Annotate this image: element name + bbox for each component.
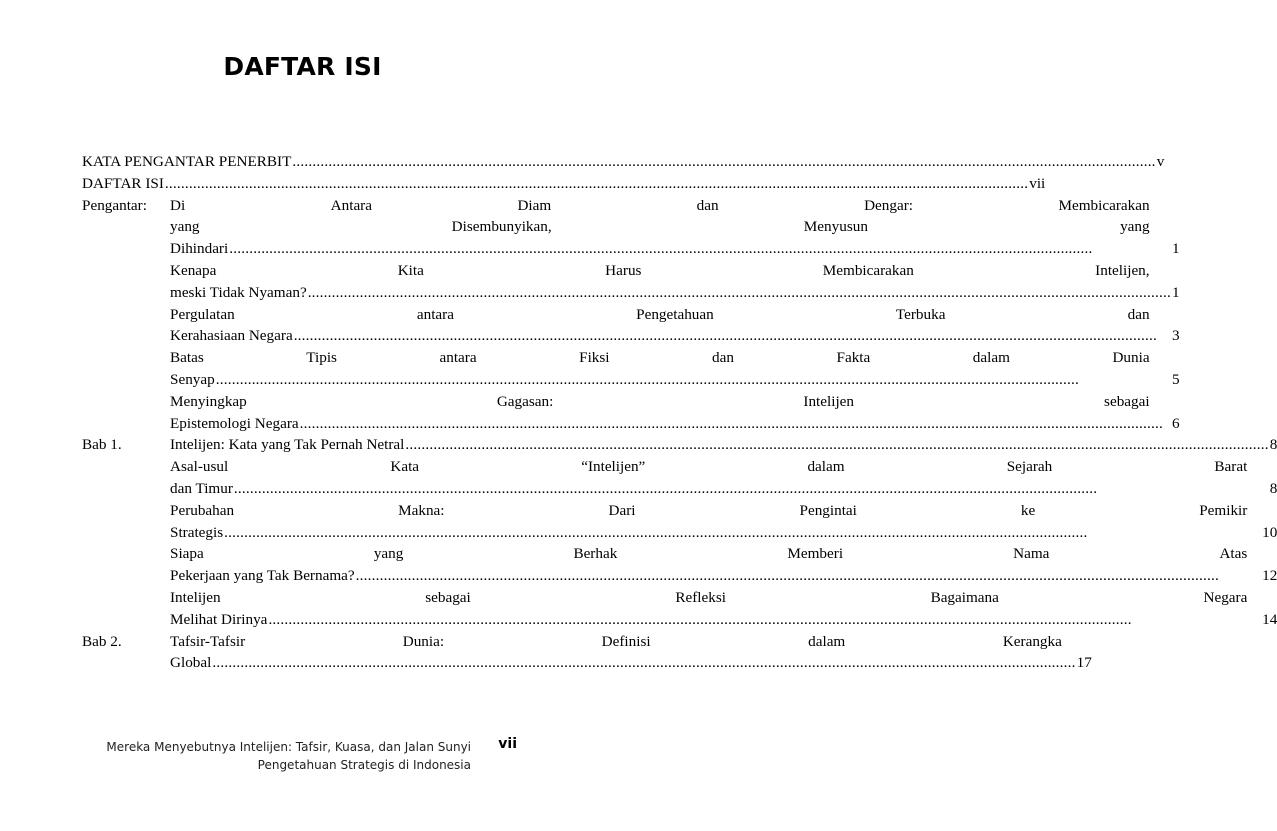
footer-book-title [106,738,471,774]
toc-word: Pengintai [799,501,857,519]
toc-page-number: 8 [1269,436,1277,454]
dot-leader [308,282,1171,304]
footer-page-number: vii [498,736,517,752]
dot-leader [234,478,1269,500]
toc-word: Definisi [601,632,651,650]
toc-word: Memberi [787,545,844,563]
toc-word: Di [170,196,186,214]
toc-word: Pergulatan [170,305,235,323]
toc-entry-line [170,543,1277,565]
toc-word: antara [416,305,454,323]
toc-word: Pemikir [1199,501,1248,519]
toc-entry[interactable] [170,391,1180,435]
toc-entry[interactable] [170,260,1180,304]
toc-word: dalam [807,458,845,476]
toc-word: Intelijen [170,588,221,606]
toc-word: Berhak [573,545,618,563]
toc-word: sebagai [425,588,471,606]
toc-entry-line [170,456,1277,478]
dot-leader [268,609,1261,631]
toc-entry-last-line [170,325,1180,347]
dot-leader [294,325,1171,347]
toc-entry[interactable] [170,587,1277,631]
toc-word: Dengar: [864,196,913,214]
toc-word: yang [170,218,200,236]
toc-word: Kita [397,261,424,279]
toc-word: Tipis [306,349,337,367]
dot-leader [405,434,1268,456]
toc-entry[interactable] [170,434,1277,456]
toc-word: Fiksi [579,349,610,367]
toc-word: Perubahan [170,501,235,519]
toc-word: dalam [972,349,1010,367]
dot-leader [216,369,1171,391]
toc-entry-last-line [170,609,1277,631]
toc-entry-last-line [170,652,1092,674]
toc-word: Refleksi [675,588,726,606]
toc-section-items [170,195,1180,435]
toc-entry[interactable] [170,631,1092,675]
toc-entry[interactable] [170,543,1277,587]
toc-entry-text: Pekerjaan yang Tak Bernama? [170,567,355,585]
toc-section [82,434,1277,630]
dot-leader [356,565,1262,587]
toc-entry-last-line [170,413,1180,435]
dot-leader [300,413,1171,435]
toc-entry-text: DAFTAR ISI [82,174,164,192]
toc-entry-last-line [170,282,1180,304]
dot-leader [212,652,1075,674]
toc-entry-last-line [170,238,1180,260]
toc-word: Harus [605,261,642,279]
toc-entry-kata-pengantar[interactable] [82,151,1165,173]
toc-word: dan [712,349,734,367]
toc-word: Diam [517,196,552,214]
toc-word: Intelijen [803,392,854,410]
dot-leader [292,151,1155,173]
toc-section-label: Bab 2. [82,632,122,650]
toc-word: Batas [170,349,204,367]
toc-page-number: 14 [1262,610,1277,628]
toc-word: Fakta [836,349,871,367]
toc-word: yang [373,545,404,563]
toc-word: yang [1120,218,1150,236]
toc-word: dan [1127,305,1150,323]
toc-entry-line [170,500,1277,522]
toc-word: Membicarakan [1058,196,1150,214]
toc-entry-line [170,587,1277,609]
toc-word: Negara [1203,588,1248,606]
toc-entry-line [170,216,1180,238]
toc-page-number: 17 [1076,654,1092,672]
toc-word: Terbuka [895,305,946,323]
toc-page-number: 12 [1262,567,1277,585]
toc-entry-text: Global [170,654,212,672]
toc-entry-line [170,631,1092,653]
toc-word: Barat [1214,458,1248,476]
toc-word: Nama [1013,545,1050,563]
toc-entry-text: Epistemologi Negara [170,414,299,432]
toc-word: Dunia [1112,349,1150,367]
toc-word: Bagaimana [930,588,999,606]
toc-page-number: v [1156,153,1165,170]
toc-word: Asal-usul [170,458,229,476]
toc-entry-last-line [170,565,1277,587]
toc-page-number: 1 [1172,283,1180,301]
toc-word: Atas [1219,545,1248,563]
toc-entry-line [170,195,1180,217]
toc-word: Sejarah [1006,458,1053,476]
toc-word: Makna: [398,501,445,519]
toc-page-number: 3 [1172,327,1180,345]
toc-entry-line [170,304,1180,326]
toc-word: Kenapa [170,261,217,279]
toc-word: Menyusun [803,218,868,236]
toc-page-number: vii [1029,174,1046,192]
toc-entry[interactable] [170,456,1277,500]
toc-entry-text: meski Tidak Nyaman? [170,283,307,301]
toc-page-number: 6 [1172,414,1180,432]
toc-word: Membicarakan [822,261,914,279]
toc-section-items [170,434,1277,630]
page-title: DAFTAR ISI [223,52,382,81]
toc-word: dalam [808,632,846,650]
toc-section-items [170,631,1092,675]
toc-word: Dari [608,501,636,519]
toc-word: ke [1020,501,1036,519]
toc-word: “Intelijen” [581,458,646,476]
dot-leader [224,522,1261,544]
toc-word: Disembunyikan, [451,218,552,236]
footer-title-line: Mereka Menyebutnya Intelijen: Tafsir, Kuasa, dan Jalan Sunyi [106,740,471,754]
toc-word: Tafsir-Tafsir [170,632,246,650]
toc-entry-text: KATA PENGANTAR PENERBIT [82,153,292,170]
toc-entry-last-line [170,522,1277,544]
toc-entry-line [170,260,1180,282]
toc-page-number: 1 [1172,240,1180,258]
toc-page-number: 10 [1262,523,1277,541]
toc-word: sebagai [1104,392,1150,410]
table-of-contents [82,151,1277,674]
toc-entry-text: Dihindari [170,240,229,258]
toc-word: Menyingkap [170,392,247,410]
toc-entry[interactable] [170,347,1180,391]
toc-word: antara [439,349,477,367]
toc-word: Gagasan: [496,392,554,410]
toc-word: Pengetahuan [636,305,714,323]
toc-section [82,195,1180,435]
toc-entry-line [170,347,1180,369]
toc-entry-text: Senyap [170,370,215,388]
toc-word: Intelijen, [1095,261,1150,279]
toc-section-label: Bab 1. [82,436,122,454]
toc-page-number: 8 [1269,479,1277,497]
toc-entry[interactable] [170,304,1180,348]
toc-entry-text: Strategis [170,523,224,541]
footer-title-line: Pengetahuan Strategis di Indonesia [257,758,471,772]
dot-leader [165,173,1028,195]
toc-entry-last-line [170,369,1180,391]
toc-entry-text: Intelijen: Kata yang Tak Pernah Netral [170,436,405,454]
toc-page-number: 5 [1172,370,1180,388]
toc-entry-daftar-isi[interactable] [82,173,1046,195]
toc-entry-line [170,391,1180,413]
toc-entry-text: dan Timur [170,479,233,497]
toc-word: Antara [330,196,372,214]
toc-entry-last-line [170,434,1277,456]
toc-section-label: Pengantar: [82,196,147,214]
toc-entry[interactable] [170,500,1277,544]
toc-word: Kata [390,458,420,476]
toc-entry-text: Melihat Dirinya [170,610,268,628]
toc-word: Kerangka [1002,632,1062,650]
dot-leader [229,238,1171,260]
toc-word: Siapa [170,545,204,563]
toc-entry-last-line [170,478,1277,500]
toc-word: dan [696,196,719,214]
toc-entry[interactable] [170,195,1180,260]
toc-section [82,631,1092,675]
toc-word: Dunia: [402,632,445,650]
toc-entry-text: Kerahasiaan Negara [170,327,293,345]
